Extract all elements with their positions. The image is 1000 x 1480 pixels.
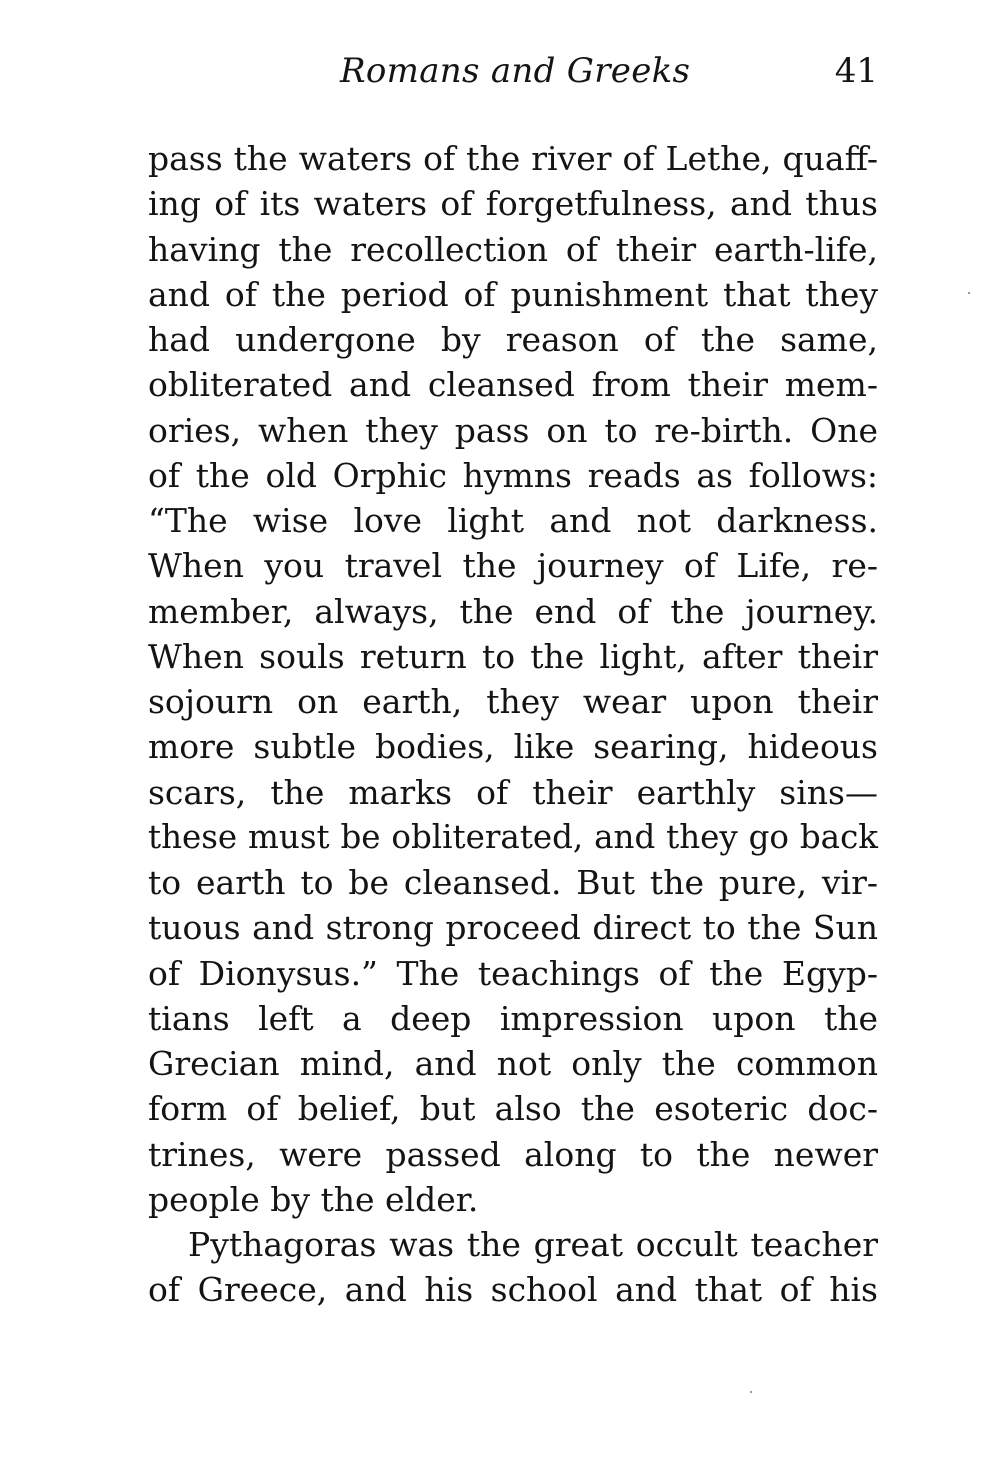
- text-line: Grecian mind, and not only the common: [148, 1044, 878, 1083]
- text-line: and of the period of punishment that they: [148, 274, 878, 314]
- text-line: When you travel the journey of Life, re-: [148, 546, 878, 586]
- text-line: member, always, the end of the journey.: [148, 591, 878, 631]
- text-line: scars, the marks of their earthly sins—: [148, 772, 878, 812]
- text-line: had undergone by reason of the same,: [148, 320, 878, 359]
- paragraph-2: [148, 1222, 878, 1313]
- text-line: obliterated and cleansed from their mem-: [148, 365, 878, 405]
- text-line: trines, were passed along to the newer: [148, 1134, 878, 1174]
- paper-speck: [968, 292, 970, 294]
- text-line: of Greece, and his school and that of his: [148, 1270, 878, 1310]
- text-line: ories, when they pass on to re-birth. One: [148, 410, 878, 450]
- running-title: Romans and Greeks: [340, 51, 691, 91]
- text-line: “The wise love light and not darkness.: [148, 501, 878, 540]
- text-line: tians left a deep impression upon the: [148, 998, 878, 1038]
- text-line: having the recollection of their earth-life,: [148, 229, 878, 269]
- text-line: form of belief, but also the esoteric doc-: [148, 1089, 878, 1129]
- text-line: of the old Orphic hymns reads as follows:: [148, 455, 878, 495]
- paragraph-1: [148, 136, 878, 1222]
- paper-speck: [750, 1391, 752, 1393]
- running-head: [148, 46, 878, 96]
- text-line: When souls return to the light, after their: [148, 636, 878, 676]
- text-line: of Dionysus.” The teachings of the Egyp-: [148, 953, 878, 993]
- text-line: more subtle bodies, like searing, hideous: [148, 727, 878, 767]
- body-text: [148, 136, 878, 1313]
- text-line: sojourn on earth, they wear upon their: [148, 682, 878, 721]
- text-line: pass the waters of the river of Lethe, quaff-: [148, 139, 878, 178]
- text-line: these must be obliterated, and they go back: [148, 817, 878, 856]
- text-line: ing of its waters of forgetfulness, and thus: [148, 184, 878, 224]
- text-line: to earth to be cleansed. But the pure, vir-: [148, 863, 878, 902]
- text-line: Pythagoras was the great occult teacher: [188, 1225, 878, 1264]
- page-number: 41: [834, 51, 878, 91]
- text-line: people by the elder.: [148, 1179, 479, 1219]
- text-line: tuous and strong proceed direct to the Sun: [148, 908, 878, 948]
